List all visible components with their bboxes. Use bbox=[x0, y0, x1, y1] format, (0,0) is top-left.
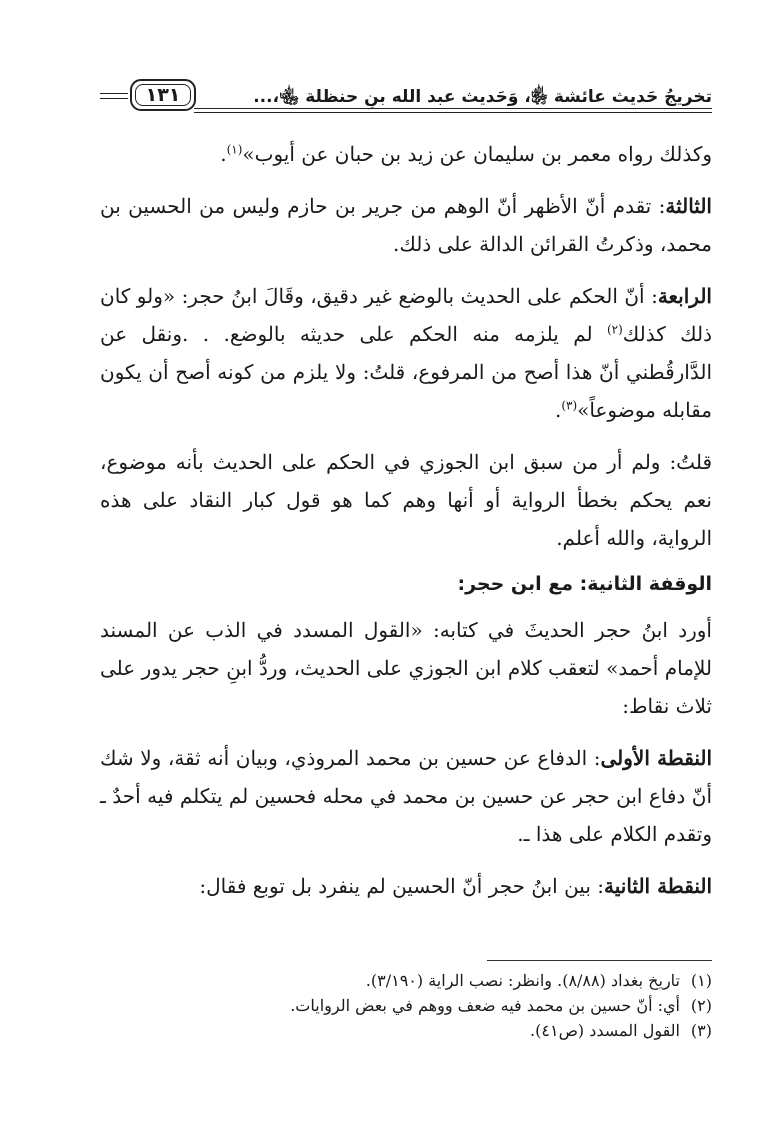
footnote-list bbox=[100, 968, 712, 1043]
paragraph-1-text: وكذلك رواه معمر بن سليمان عن زيد بن حبان عن أيوب» bbox=[242, 142, 712, 166]
footnote-3 bbox=[100, 1018, 712, 1043]
footnote-ref-2: (٢) bbox=[606, 322, 623, 337]
paragraph-5: أورد ابنُ حجر الحديثَ في كتابه: «القول المسدد في الذب عن المسند للإمام أحمد» لتعقب كلام ابن الجوزي على الحديث، وردُّ ابنِ حجر يدور على ثلاث نقاط: bbox=[100, 618, 712, 718]
paragraph-1 bbox=[100, 135, 712, 173]
paragraph-3-end: . bbox=[554, 398, 562, 422]
main-text bbox=[100, 135, 712, 905]
footnote-2 bbox=[100, 993, 712, 1018]
footnote-1 bbox=[100, 968, 712, 993]
paragraph-7-lead: النقطة الثانية bbox=[604, 874, 712, 898]
footnote-3-number: (٣) bbox=[690, 1021, 712, 1040]
header-rule-main bbox=[194, 108, 712, 109]
paragraph-2-lead: الثالثة bbox=[665, 194, 712, 218]
footnote-1-number: (١) bbox=[690, 971, 712, 990]
header-rule-left bbox=[100, 93, 128, 94]
footnote-1-text: تاريخ بغداد (٨/٨٨). وانظر: نصب الراية (٣/١٩٠). bbox=[365, 971, 680, 990]
footnote-ref-1: (١) bbox=[226, 142, 243, 157]
paragraph-3-lead: الرابعة bbox=[657, 284, 712, 308]
footnote-3-text: القول المسدد (ص٤١). bbox=[530, 1021, 680, 1040]
paragraph-6-lead: النقطة الأولى bbox=[600, 746, 713, 770]
page-number bbox=[130, 79, 196, 111]
paragraph-3 bbox=[100, 277, 712, 429]
footnote-ref-3: (٣) bbox=[561, 398, 578, 413]
footnote-2-text: أي: أنّ حسين بن محمد فيه ضعف ووهم في بعض الروايات. bbox=[290, 996, 680, 1015]
paragraph-7-text: : بين ابنُ حجر أنّ الحسين لم ينفرد بل توبع فقال: bbox=[199, 874, 604, 898]
paragraph-7 bbox=[100, 867, 712, 905]
header-rule-main-2 bbox=[194, 112, 712, 113]
paragraph-6 bbox=[100, 739, 712, 853]
page-header bbox=[100, 78, 712, 120]
paragraph-3-text-a: : أنّ الحكم على الحديث بالوضع غير دقيق، وقَالَ ابنُ حجر: «ولو كان ذلك كذلك bbox=[100, 284, 712, 346]
section-heading: الوقفة الثانية: مع ابن حجر: bbox=[457, 573, 712, 595]
paragraph-3-text-b: لم يلزمه منه الحكم على حديثه بالوضع. . .ونقل عن الدَّارقُطني أنّ هذا أصح من المرفوع، قلتُ: ولا يلزم من كونه أصح أن يكون مقابله موضوعاً» bbox=[100, 322, 712, 422]
header-rule-left-2 bbox=[100, 98, 128, 99]
page-number-text: ١٣١ bbox=[145, 84, 181, 106]
paragraph-1-end: . bbox=[220, 142, 227, 166]
paragraph-2-text: : تقدم أنّ الأظهر أنّ الوهم من جرير بن حازم وليس من الحسين بن محمد، وذكرتُ القرائن الدالة على ذلك. bbox=[100, 194, 712, 256]
paragraph-2 bbox=[100, 187, 712, 263]
footnote-2-number: (٢) bbox=[690, 996, 712, 1015]
footnote-rule bbox=[487, 960, 712, 961]
running-title: تخريجُ حَديث عائشة ﵂، وَحَديث عبد الله بنِ حنظلة ﵄،... bbox=[253, 87, 712, 107]
paragraph-6-text: : الدفاع عن حسين بن محمد المروذي، وبيان أنه ثقة، ولا شك أنّ دفاع ابن حجر عن حسين بن محمد في محله فحسين لم يتكلم فيه أحدٌ ـ وتقدم الكلام على هذا ـ. bbox=[100, 746, 712, 846]
paragraph-4: قلتُ: ولم أر من سبق ابن الجوزي في الحكم على الحديث بأنه موضوع، نعم يحكم بخطأ الرواية أو أنها وهم كما هو قول كبار النقاد على هذه الرواية، والله أعلم. bbox=[100, 450, 712, 550]
